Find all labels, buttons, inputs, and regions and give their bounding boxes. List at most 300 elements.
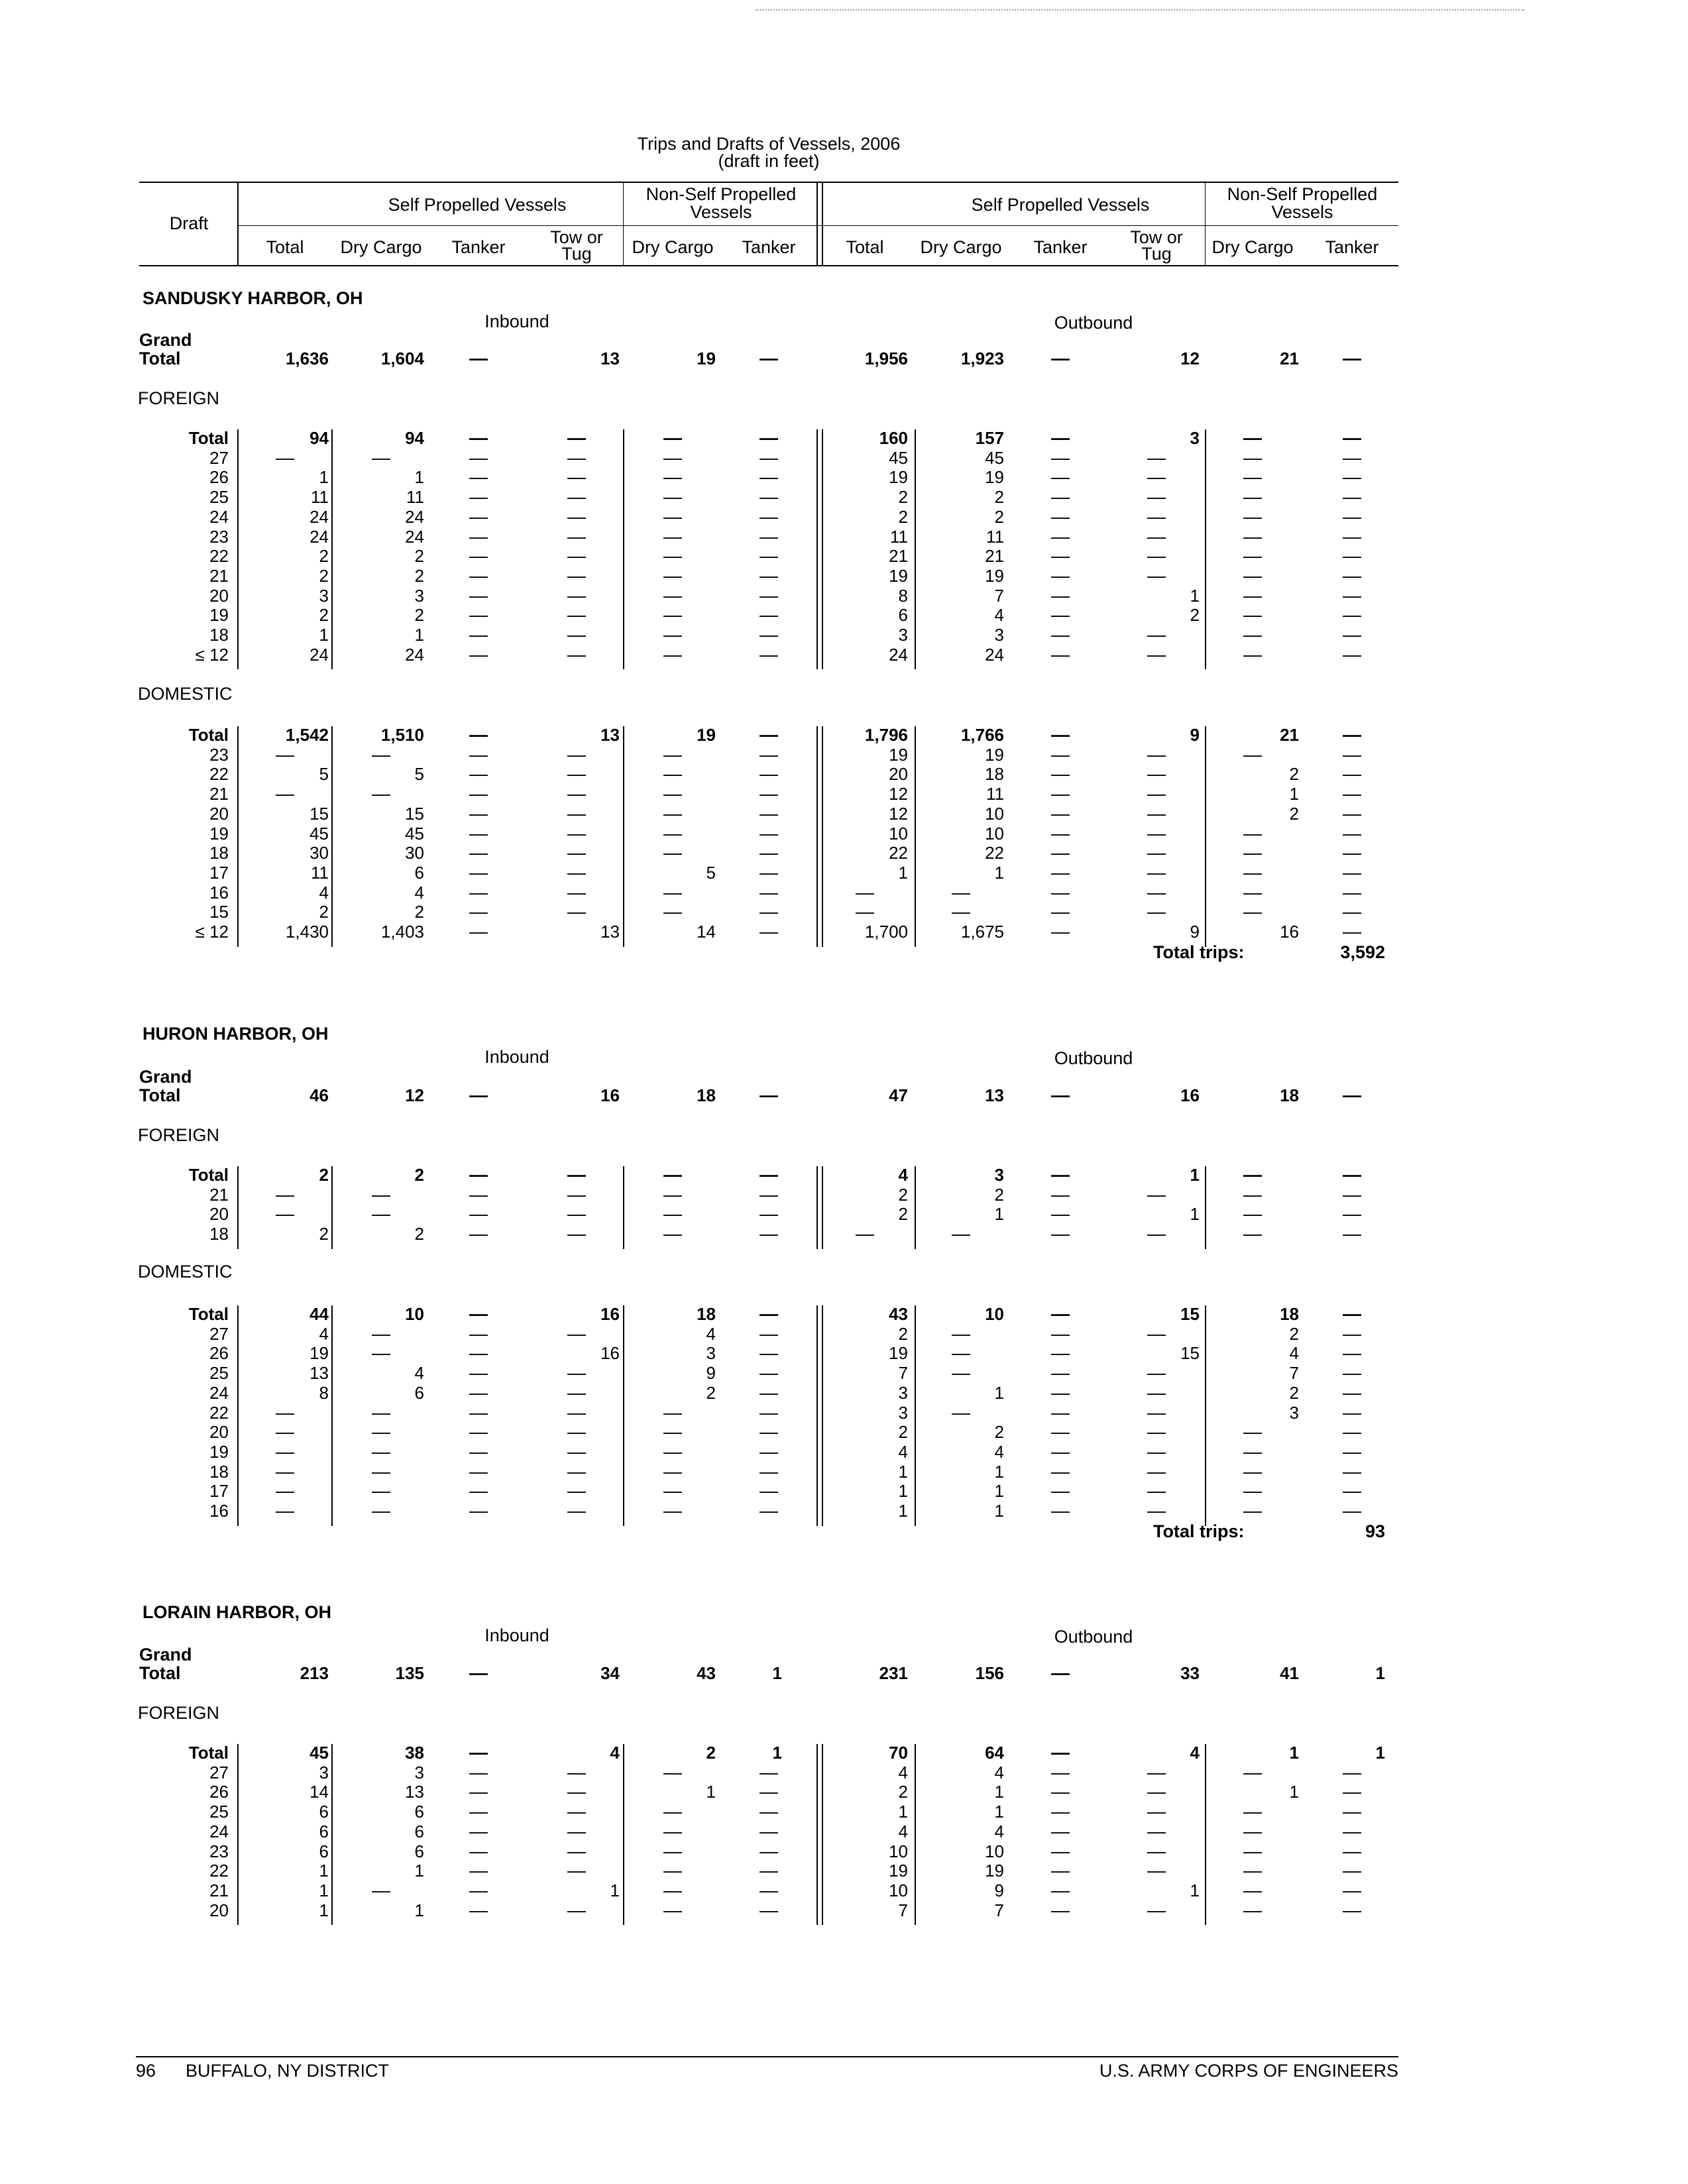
table-cell: 45 [405, 823, 424, 844]
draft-label: 22 [209, 1861, 229, 1881]
table-cell: — [1243, 1203, 1262, 1225]
table-cell: 21 [889, 546, 908, 567]
table-cell: 1 [1190, 1165, 1200, 1185]
table-cell: — [1343, 584, 1361, 606]
table-cell: 15 [1180, 1343, 1200, 1364]
grand-label: Grand [139, 1645, 192, 1665]
draft-label: 27 [209, 1323, 229, 1344]
table-cell: — [1343, 643, 1361, 665]
table-cell: — [469, 1401, 488, 1423]
draft-label: 15 [209, 902, 229, 922]
table-cell: — [760, 466, 778, 488]
block-rule [331, 726, 333, 947]
header-col-5: Tanker [742, 237, 796, 257]
table-cell: 6 [319, 1841, 329, 1861]
table-cell: — [760, 1781, 778, 1802]
block-rule [1205, 1305, 1206, 1526]
table-cell: 2 [414, 546, 424, 567]
table-cell: 2 [1289, 1382, 1299, 1403]
draft-label: 16 [209, 882, 229, 902]
table-cell: 16 [1280, 922, 1299, 942]
table-cell: — [469, 1362, 488, 1384]
table-cell: — [1243, 1879, 1262, 1900]
footer-rule [136, 2056, 1398, 2057]
table-cell: — [567, 763, 586, 785]
table-cell: — [1147, 1840, 1166, 1861]
table-cell: — [567, 1480, 586, 1502]
table-cell: — [1051, 1441, 1070, 1462]
table-cell: — [663, 1441, 682, 1462]
table-cell: — [276, 1480, 294, 1502]
table-cell: — [1051, 506, 1070, 527]
header-divider-center-a [816, 182, 818, 266]
table-cell: 3 [994, 625, 1004, 645]
grand-total-cell: — [760, 1085, 778, 1105]
table-cell: — [1147, 1820, 1166, 1841]
table-cell: 14 [309, 1782, 329, 1802]
table-cell: 1,430 [285, 922, 329, 942]
harbor-name: SANDUSKY HARBOR, OH [142, 288, 363, 308]
table-cell: 45 [889, 447, 908, 468]
table-cell: — [1051, 743, 1070, 765]
table-cell: 45 [309, 823, 329, 844]
table-cell: 1 [319, 1861, 329, 1881]
table-cell: — [1051, 604, 1070, 626]
block-rule [915, 1305, 916, 1526]
table-cell: 11 [986, 784, 1004, 804]
block-rule [331, 429, 333, 669]
draft-label: 19 [209, 1441, 229, 1462]
table-cell: — [1051, 1781, 1070, 1802]
table-cell: — [567, 1362, 586, 1384]
draft-label: 19 [209, 823, 229, 844]
table-cell: — [1147, 842, 1166, 863]
table-cell: 1 [414, 1900, 424, 1920]
total-trips-value: 93 [1365, 1521, 1385, 1541]
table-cell: — [1051, 921, 1070, 942]
table-cell: 19 [697, 725, 716, 745]
grand-label: Grand [139, 1067, 192, 1087]
table-cell: 7 [994, 585, 1004, 606]
header-col-6: Total [846, 237, 884, 257]
table-cell: 10 [985, 803, 1004, 824]
draft-label: ≤ 12 [195, 644, 229, 665]
table-cell: — [469, 1342, 488, 1364]
block-rule [915, 429, 916, 669]
table-cell: — [1243, 1840, 1262, 1861]
block-rule-double [822, 1744, 823, 1925]
table-cell: 9 [1190, 922, 1200, 942]
table-cell: — [1051, 545, 1070, 567]
table-cell: — [1343, 447, 1361, 468]
table-cell: — [663, 506, 682, 527]
table-cell: — [1343, 783, 1361, 804]
draft-label: 21 [209, 565, 229, 586]
draft-label: 17 [209, 862, 229, 883]
table-cell: 160 [879, 428, 908, 448]
table-cell: — [1051, 486, 1070, 508]
total-trips-value: 3,592 [1340, 942, 1385, 962]
header-col-8: Tanker [1033, 237, 1088, 257]
table-cell: — [469, 545, 488, 567]
table-cell: 2 [319, 546, 329, 567]
table-cell: 4 [706, 1323, 716, 1344]
draft-label: 26 [209, 1782, 229, 1802]
grand-total-cell: — [1343, 348, 1361, 368]
table-cell: 1 [319, 1880, 329, 1900]
block-rule [1205, 726, 1206, 947]
outbound-label: Outbound [1054, 1627, 1133, 1647]
table-cell: — [1147, 486, 1166, 508]
table-cell: — [567, 822, 586, 844]
draft-label: 18 [209, 843, 229, 863]
table-cell: — [1243, 861, 1262, 883]
draft-label: 20 [209, 1900, 229, 1920]
table-cell: — [1243, 1480, 1262, 1502]
block-rule [623, 429, 624, 669]
table-cell: 19 [985, 467, 1004, 488]
table-cell: — [469, 643, 488, 665]
table-cell: — [663, 1164, 682, 1185]
table-cell: — [663, 802, 682, 824]
table-cell: — [1243, 901, 1262, 922]
table-cell: — [1147, 1899, 1166, 1920]
table-cell: 24 [405, 506, 424, 527]
table-cell: — [1343, 881, 1361, 902]
table-cell: 1 [414, 625, 424, 645]
table-cell: — [1343, 604, 1361, 626]
table-cell: 4 [414, 1363, 424, 1384]
draft-label: 18 [209, 1461, 229, 1482]
table-cell: — [1051, 1323, 1070, 1344]
table-cell: 2 [1289, 764, 1299, 785]
table-cell: 2 [706, 1743, 716, 1763]
table-cell: 3 [898, 1402, 908, 1423]
foreign-label: FOREIGN [138, 1703, 220, 1723]
table-cell: — [567, 643, 586, 665]
table-cell: — [469, 1781, 488, 1802]
table-cell: — [469, 1761, 488, 1782]
table-cell: — [567, 1781, 586, 1802]
table-cell: — [1147, 1761, 1166, 1782]
table-cell: — [372, 1421, 390, 1443]
table-cell: — [1147, 1183, 1166, 1205]
draft-label: 23 [209, 744, 229, 765]
header-divider-outbound-nsp [1205, 182, 1206, 266]
table-cell: 9 [994, 1880, 1004, 1900]
table-cell: — [469, 743, 488, 765]
table-cell: 13 [600, 725, 620, 745]
table-cell: — [1243, 1801, 1262, 1822]
table-cell: 22 [889, 843, 908, 863]
table-cell: — [567, 901, 586, 922]
table-cell: 2 [898, 1323, 908, 1344]
table-cell: — [663, 1761, 682, 1782]
table-cell: — [760, 1460, 778, 1482]
table-cell: — [663, 783, 682, 804]
table-cell: 11 [406, 487, 424, 508]
table-cell: — [663, 1820, 682, 1841]
table-cell: — [1147, 881, 1166, 902]
table-cell: — [567, 881, 586, 902]
table-cell: 1 [319, 467, 329, 488]
table-cell: — [567, 1801, 586, 1822]
table-cell: — [1147, 565, 1166, 586]
grand-total-cell: 16 [600, 1085, 620, 1105]
outbound-label: Outbound [1054, 1048, 1133, 1068]
table-cell: 1,510 [380, 725, 424, 745]
draft-label: 25 [209, 487, 229, 508]
table-cell: — [1051, 1860, 1070, 1881]
block-rule [915, 1166, 916, 1249]
table-cell: — [469, 822, 488, 844]
table-cell: 1,542 [285, 725, 329, 745]
header-nsp-outbound: Non-Self Propelled Vessels [1227, 184, 1378, 222]
table-cell: — [567, 1820, 586, 1841]
table-cell: 1 [610, 1880, 620, 1900]
table-cell: 1 [1190, 1880, 1200, 1900]
table-cell: — [1147, 466, 1166, 488]
table-cell: 12 [889, 784, 908, 804]
header-top-rule [139, 182, 1398, 183]
block-rule-double [822, 726, 823, 947]
grand-total-cell: 231 [879, 1663, 908, 1683]
table-cell: — [1343, 1860, 1361, 1881]
inbound-label: Inbound [484, 311, 549, 331]
block-rule [237, 429, 239, 669]
table-cell: — [856, 1223, 874, 1244]
table-cell: — [1343, 427, 1361, 448]
draft-label: ≤ 12 [195, 922, 229, 942]
grand-total-cell: 1,604 [380, 349, 424, 368]
table-cell: — [663, 584, 682, 606]
table-cell: — [1051, 1460, 1070, 1482]
table-cell: — [1051, 1164, 1070, 1185]
draft-label: 20 [209, 1204, 229, 1225]
table-cell: — [663, 1203, 682, 1225]
block-rule-double [822, 1305, 823, 1526]
table-cell: — [276, 447, 294, 468]
header-col-0: Total [266, 237, 304, 257]
table-cell: — [469, 1801, 488, 1822]
table-cell: — [1051, 1183, 1070, 1205]
grand-total-cell: 13 [600, 349, 620, 368]
table-cell: — [663, 525, 682, 547]
table-cell: 1 [1190, 585, 1200, 606]
table-cell: — [469, 1460, 488, 1482]
table-cell: — [1243, 466, 1262, 488]
table-cell: — [760, 525, 778, 547]
grand-total-cell: 34 [600, 1663, 620, 1683]
table-cell: 7 [994, 1900, 1004, 1920]
table-cell: — [1343, 1840, 1361, 1861]
table-cell: — [760, 447, 778, 468]
block-rule [237, 726, 239, 947]
table-cell: 13 [600, 922, 620, 942]
table-cell: — [1051, 901, 1070, 922]
header-col-4: Dry Cargo [632, 237, 714, 257]
table-cell: — [567, 842, 586, 863]
table-cell: — [760, 1164, 778, 1185]
table-cell: — [567, 466, 586, 488]
table-cell: — [1343, 861, 1361, 883]
table-cell: 2 [994, 1184, 1004, 1205]
table-cell: — [372, 1183, 390, 1205]
draft-label: 24 [209, 1821, 229, 1841]
table-cell: — [1343, 1500, 1361, 1521]
table-cell: — [760, 1183, 778, 1205]
total-trips-label: Total trips: [1153, 1521, 1245, 1541]
table-cell: 43 [889, 1304, 908, 1324]
table-cell: — [760, 1421, 778, 1443]
table-cell: 3 [994, 1165, 1004, 1185]
table-cell: — [567, 783, 586, 804]
table-cell: — [469, 1840, 488, 1861]
inbound-label: Inbound [484, 1625, 549, 1645]
table-cell: — [469, 1879, 488, 1900]
table-cell: — [469, 802, 488, 824]
table-cell: — [1051, 763, 1070, 785]
table-cell: — [1051, 724, 1070, 745]
table-cell: 4 [994, 1441, 1004, 1462]
table-cell: — [663, 565, 682, 586]
table-cell: — [1243, 1223, 1262, 1244]
table-cell: — [1147, 1500, 1166, 1521]
draft-label: Total [188, 428, 229, 448]
grand-total-cell: 1 [1375, 1663, 1385, 1683]
table-cell: — [1051, 783, 1070, 804]
table-cell: 19 [985, 565, 1004, 586]
draft-label: 23 [209, 526, 229, 547]
table-cell: 4 [610, 1743, 620, 1763]
table-cell: 21 [985, 546, 1004, 567]
table-cell: — [1243, 743, 1262, 765]
table-cell: — [1343, 1401, 1361, 1423]
table-cell: — [469, 1742, 488, 1763]
table-cell: 70 [889, 1743, 908, 1763]
table-cell: — [469, 624, 488, 645]
table-cell: — [663, 624, 682, 645]
table-cell: — [1051, 584, 1070, 606]
draft-label: 26 [209, 467, 229, 488]
table-cell: 1 [898, 862, 908, 883]
table-cell: — [1051, 1840, 1070, 1861]
table-cell: — [760, 624, 778, 645]
grand-total-cell: 1 [772, 1663, 782, 1683]
header-col-3: Tow or Tug [550, 227, 603, 264]
table-cell: — [1243, 506, 1262, 527]
table-cell: 2 [414, 1165, 424, 1185]
table-cell: 1 [706, 1782, 716, 1802]
table-cell: 3 [1289, 1402, 1299, 1423]
table-cell: — [1343, 1203, 1361, 1225]
table-cell: — [567, 624, 586, 645]
harbor-name: LORAIN HARBOR, OH [142, 1602, 331, 1622]
table-cell: 1,796 [864, 725, 908, 745]
table-cell: 2 [898, 1204, 908, 1225]
table-cell: — [469, 881, 488, 902]
table-cell: 8 [319, 1382, 329, 1403]
table-cell: — [663, 1899, 682, 1920]
table-cell: 1 [994, 1461, 1004, 1482]
table-cell: — [469, 1382, 488, 1403]
harbor-name: HURON HARBOR, OH [142, 1024, 329, 1044]
block-rule [915, 1744, 916, 1925]
table-cell: — [469, 1441, 488, 1462]
table-cell: — [276, 1203, 294, 1225]
table-cell: 6 [414, 1841, 424, 1861]
table-cell: — [1243, 486, 1262, 508]
grand-total-cell: 18 [1280, 1085, 1299, 1105]
table-cell: — [1051, 1761, 1070, 1782]
draft-label: 20 [209, 585, 229, 606]
table-cell: — [760, 724, 778, 745]
draft-label: 22 [209, 1402, 229, 1423]
table-cell: 5 [319, 764, 329, 785]
draft-label: 20 [209, 803, 229, 824]
table-cell: 2 [1289, 1323, 1299, 1344]
table-cell: — [1051, 1899, 1070, 1920]
block-rule [237, 1305, 239, 1526]
table-cell: — [1343, 1801, 1361, 1822]
grand-total-label: Total [139, 349, 181, 368]
table-cell: — [372, 1401, 390, 1423]
table-cell: — [1051, 624, 1070, 645]
table-cell: 44 [309, 1304, 329, 1324]
table-cell: — [1243, 624, 1262, 645]
table-cell: — [1343, 525, 1361, 547]
draft-label: 27 [209, 1762, 229, 1782]
table-cell: 15 [405, 803, 424, 824]
table-cell: 11 [986, 526, 1004, 547]
table-cell: 6 [319, 1821, 329, 1841]
table-cell: — [760, 1323, 778, 1344]
table-cell: — [567, 447, 586, 468]
table-cell: 24 [889, 644, 908, 665]
table-cell: — [760, 1342, 778, 1364]
table-cell: — [663, 1460, 682, 1482]
table-cell: — [469, 486, 488, 508]
table-cell: 2 [414, 565, 424, 586]
table-cell: 1,675 [960, 922, 1004, 942]
table-cell: — [276, 1183, 294, 1205]
grand-total-cell: — [1343, 1085, 1361, 1105]
table-cell: 4 [898, 1762, 908, 1782]
grand-total-cell: — [469, 1085, 488, 1105]
table-cell: 1 [319, 625, 329, 645]
table-cell: — [372, 1323, 390, 1344]
table-cell: 2 [319, 1224, 329, 1244]
table-cell: 1,700 [864, 922, 908, 942]
table-cell: — [1243, 1421, 1262, 1443]
table-cell: — [1343, 1323, 1361, 1344]
table-cell: 4 [1289, 1343, 1299, 1364]
grand-total-cell: 213 [300, 1663, 329, 1683]
table-cell: 1 [1190, 1204, 1200, 1225]
table-cell: 15 [1180, 1304, 1200, 1324]
table-cell: 10 [985, 823, 1004, 844]
table-cell: 4 [319, 1323, 329, 1344]
block-rule [331, 1166, 333, 1249]
table-cell: 1 [1375, 1743, 1385, 1763]
table-cell: 6 [414, 1802, 424, 1822]
total-trips-label: Total trips: [1153, 942, 1245, 962]
grand-total-cell: 13 [985, 1085, 1004, 1105]
table-cell: — [469, 525, 488, 547]
table-cell: — [760, 1860, 778, 1881]
table-cell: — [567, 1401, 586, 1423]
table-cell: — [567, 1323, 586, 1344]
